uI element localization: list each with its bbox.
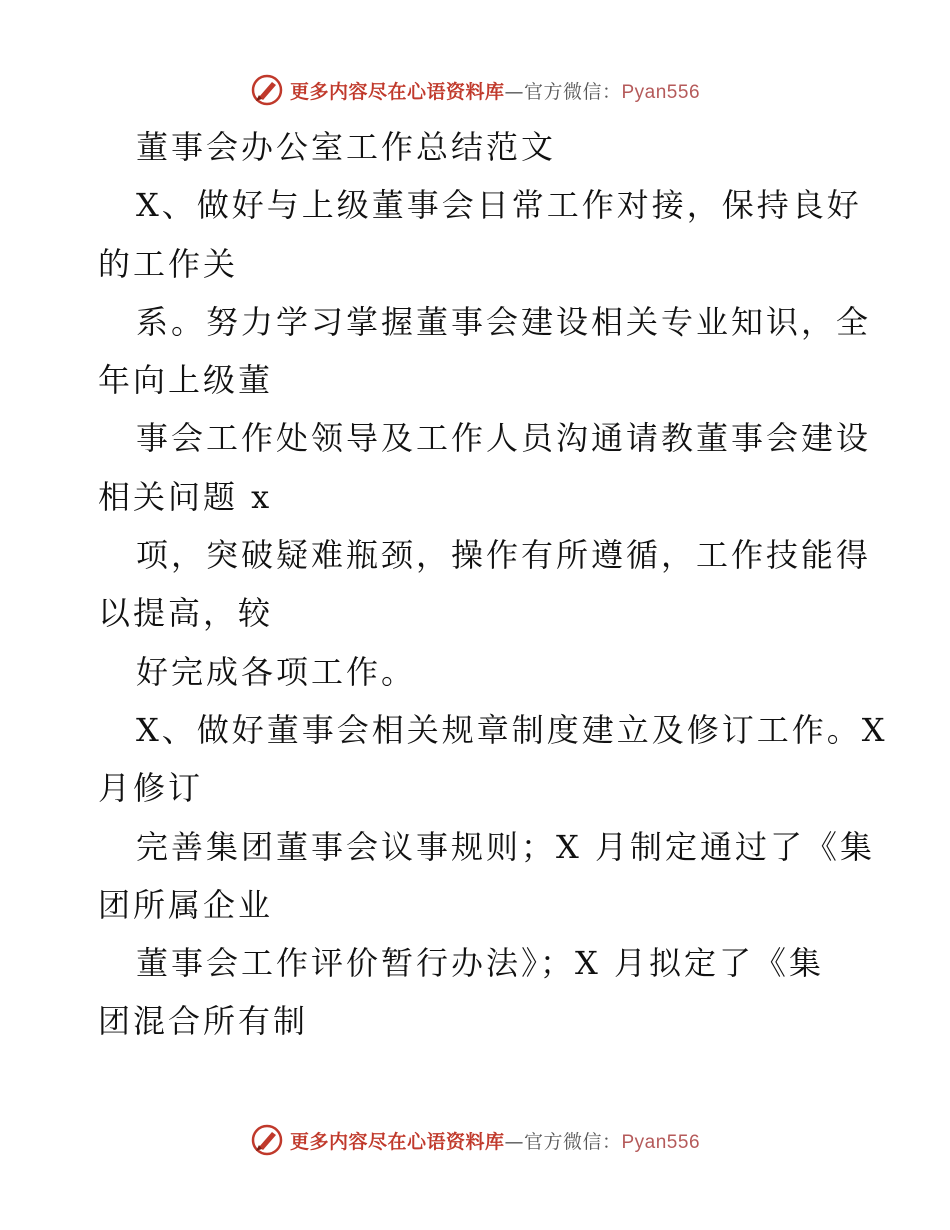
document-line: 以提高，较 <box>98 594 274 633</box>
document-line: 团所属企业 <box>98 885 274 924</box>
document-line: 事会工作处领导及工作人员沟通请教董事会建设 <box>136 419 872 458</box>
document-line: 月修订 <box>98 769 204 808</box>
document-line: 好完成各项工作。 <box>136 652 417 691</box>
watermark-dash: — <box>504 80 524 103</box>
watermark-dash: — <box>504 1130 524 1153</box>
footer-watermark <box>0 1120 950 1160</box>
document-body <box>98 118 888 1051</box>
watermark-id: Pyan556 <box>621 1131 701 1153</box>
document-line: 完善集团董事会议事规则；X 月制定通过了《集 <box>136 827 875 866</box>
document-line: 的工作关 <box>98 244 239 283</box>
document-line: 系。努力学习掌握董事会建设相关专业知识，全 <box>136 302 872 341</box>
watermark-id: Pyan556 <box>621 81 701 103</box>
watermark-main-text: 更多内容尽在心语资料库 <box>289 1130 505 1153</box>
document-line: 团混合所有制 <box>98 1002 309 1041</box>
library-logo-icon <box>250 73 284 107</box>
document-line: 董事会工作评价暂行办法》；X 月拟定了《集 <box>136 944 824 983</box>
document-line: 项，突破疑难瓶颈，操作有所遵循，工作技能得 <box>136 536 872 575</box>
watermark-label: 官方微信： <box>523 80 622 103</box>
document-line: X、做好董事会相关规章制度建立及修订工作。X <box>136 710 888 749</box>
header-watermark <box>0 70 950 110</box>
library-logo-icon <box>250 1123 284 1157</box>
document-line: 董事会办公室工作总结范文 <box>136 128 557 166</box>
watermark-main-text: 更多内容尽在心语资料库 <box>289 80 505 103</box>
document-line: X、做好与上级董事会日常工作对接，保持良好 <box>136 186 862 225</box>
document-line: 年向上级董 <box>98 361 274 400</box>
document-line: 相关问题 x <box>98 477 273 516</box>
watermark-label: 官方微信： <box>523 1130 622 1153</box>
